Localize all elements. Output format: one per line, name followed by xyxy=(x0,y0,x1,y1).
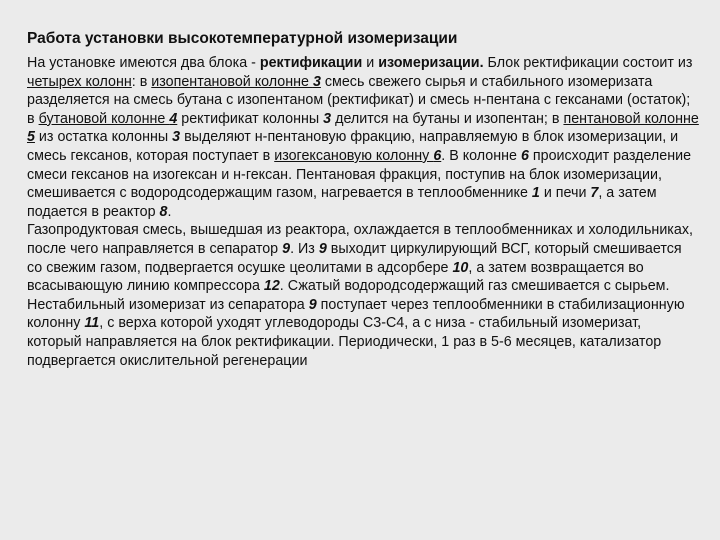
text-span: . xyxy=(167,203,172,220)
text-span: На установке имеются два блока - xyxy=(27,55,260,71)
text-span: . В колонне xyxy=(441,147,521,164)
text-span: выделяют н-пентановую фракцию, направляемую в блок изомеризации, и смесь гексанов, которая поступает в xyxy=(27,129,679,164)
text-span: поступает через теплообменники в стабилизационную колонну xyxy=(27,296,685,332)
document-body xyxy=(27,30,699,370)
text-span: пентановой колонне xyxy=(563,110,699,127)
text-span: . Из xyxy=(290,240,319,257)
text-span: изогексановую колонну xyxy=(274,147,434,164)
equipment-number: 3 xyxy=(172,129,181,146)
bold-term-isomerization: изомеризации. xyxy=(378,55,484,71)
underlined-isohexane-column xyxy=(274,148,441,164)
equipment-number: 6 xyxy=(520,147,529,164)
equipment-number: 9 xyxy=(308,296,317,313)
text-span: и xyxy=(362,55,379,71)
text-span: Газопродуктовая смесь, вышедшая из реактора, охлаждается в теплообменниках и холодильниках, после чего направляется в сепаратор xyxy=(27,222,693,257)
equipment-number: 8 xyxy=(159,203,168,220)
text-span: из остатка колонны xyxy=(34,129,173,146)
text-span: делится на бутаны и изопентан; в xyxy=(331,110,564,127)
underlined-four-columns: четырех колонн xyxy=(27,73,132,90)
text-span: Блок ректификации состоит из xyxy=(483,55,693,71)
text-span: происходит разделение смеси гексанов на изогексан и н-гексан. Пентановая фракция, поступив на блок изомеризации, смешивается с водородсодержащим газом, нагревается в теплообменнике xyxy=(27,147,692,202)
text-span: , а затем подается в реактор xyxy=(27,185,657,220)
text-span: смесь свежего сырья и стабильного изомеризата разделяется на смесь бутана с изопентаном (ректификат) и смесь н-пентана с гексанами (остаток); в xyxy=(27,73,691,127)
text-span: бутановой колонне xyxy=(38,110,170,127)
equipment-number: 12 xyxy=(263,278,280,295)
paragraph-rectification xyxy=(27,54,699,221)
text-span: . Сжатый водородсодержащий газ смешивается с сырьем. Нестабильный изомеризат из сепаратора xyxy=(27,278,670,313)
text-span: , а затем возвращается во всасывающую линию компрессора xyxy=(27,259,644,295)
equipment-number: 6 xyxy=(433,147,442,164)
document-title: Работа установки высокотемпературной изомеризации xyxy=(27,30,458,47)
text-span: изопентановой колонне xyxy=(151,73,313,90)
equipment-number: 7 xyxy=(590,185,599,202)
equipment-number: 9 xyxy=(282,240,291,257)
equipment-number: 5 xyxy=(27,129,35,146)
equipment-number: 9 xyxy=(318,240,327,257)
equipment-number: 3 xyxy=(323,110,332,127)
text-span: и печи xyxy=(539,185,591,202)
text-span: ректификат колонны xyxy=(177,110,324,127)
text-span: выходит циркулирующий ВСГ, который смешивается со свежим газом, подвергается осушке цеолитами в адсорбере xyxy=(27,240,682,276)
equipment-number: 10 xyxy=(452,259,469,276)
underlined-butane-column xyxy=(39,111,178,127)
text-span: , с верха которой уходят углеводороды С3-С4, а с низа - стабильный изомеризат, который направляется на блок ректификации. Периодически, 1 раз в 5-6 месяцев, катализатор подвергается окислительной регенерации xyxy=(27,315,662,369)
paragraph-isomerization xyxy=(27,221,699,370)
underlined-isopentane-column xyxy=(151,74,321,90)
text-span: : в xyxy=(131,73,152,90)
bold-term-rectification: ректификации xyxy=(259,55,363,71)
equipment-number: 11 xyxy=(84,315,100,332)
equipment-number: 1 xyxy=(531,185,540,202)
equipment-number: 4 xyxy=(169,110,178,127)
equipment-number: 3 xyxy=(312,73,321,90)
